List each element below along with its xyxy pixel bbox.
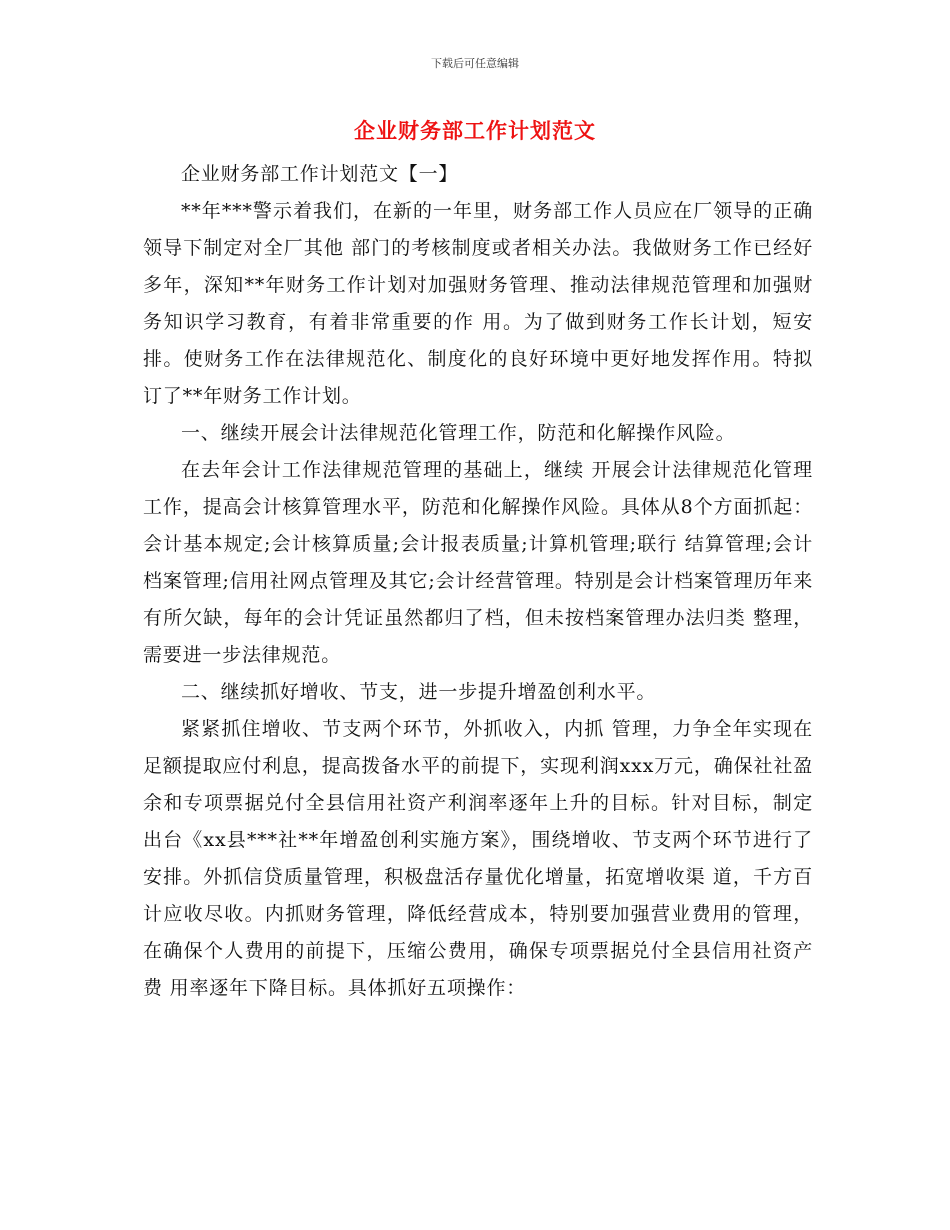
paragraph: **年***警示着我们，在新的一年里，财务部工作人员应在厂领导的正确领导下制定对全厂其他 部门的考核制度或者相关办法。我做财务工作已经好多年，深知**年财务工作计划对加强财务管理、推动法律规范管理和加强财务知识学习教育，有着非常重要的作 用。为了做到财务工作长计划，短安排。使财务工作在法律规范化、制度化的良好环境中更好地发挥作用。特拟订了**年财务工作计划。 bbox=[143, 200, 813, 407]
header-note: 下载后可任意编辑 bbox=[431, 57, 519, 70]
item-heading: 一、继续开展会计法律规范化管理工作，防范和化解操作风险。 bbox=[181, 422, 736, 444]
document-title: 企业财务部工作计划范文 bbox=[354, 118, 596, 143]
paragraph: 紧紧抓住增收、节支两个环节，外抓收入，内抓 管理，力争全年实现在足额提取应付利息，提高拨备水平的前提下，实现利润xxx万元，确保社社盈余和专项票据兑付全县信用社资产利润率逐年上升的目标。针对目标，制定出台《xx县***社**年增盈创利实施方案》，围绕增收、节支两个环节进行了安排。外抓信贷质量管理，积极盘活存量优化增量，拓宽增收渠 道，千方百计应收尽收。内抓财务管理，降低经营成本，特别要加强营业费用的管理，在确保个人费用的前提下，压缩公费用，确保专项票据兑付全县信用社资产费 用率逐年下降目标。具体抓好五项操作： bbox=[143, 718, 813, 999]
item-heading: 二、继续抓好增收、节支，进一步提升增盈创利水平。 bbox=[181, 681, 657, 703]
paragraph: 在去年会计工作法律规范管理的基础上，继续 开展会计法律规范化管理工作，提高会计核算管理水平，防范和化解操作风险。具体从8个方面抓起：会计基本规定;会计核算质量;会计报表质量;计算机管理;联行 结算管理;会计档案管理;信用社网点管理及其它;会计经营管理。特别是会计档案管理历年来有所欠缺，每年的会计凭证虽然都归了档，但未按档案管理办法归类 整理，需要进一步法律规范。 bbox=[143, 459, 813, 666]
document-body bbox=[143, 156, 813, 1007]
section-heading: 企业财务部工作计划范文【一】 bbox=[181, 163, 459, 185]
